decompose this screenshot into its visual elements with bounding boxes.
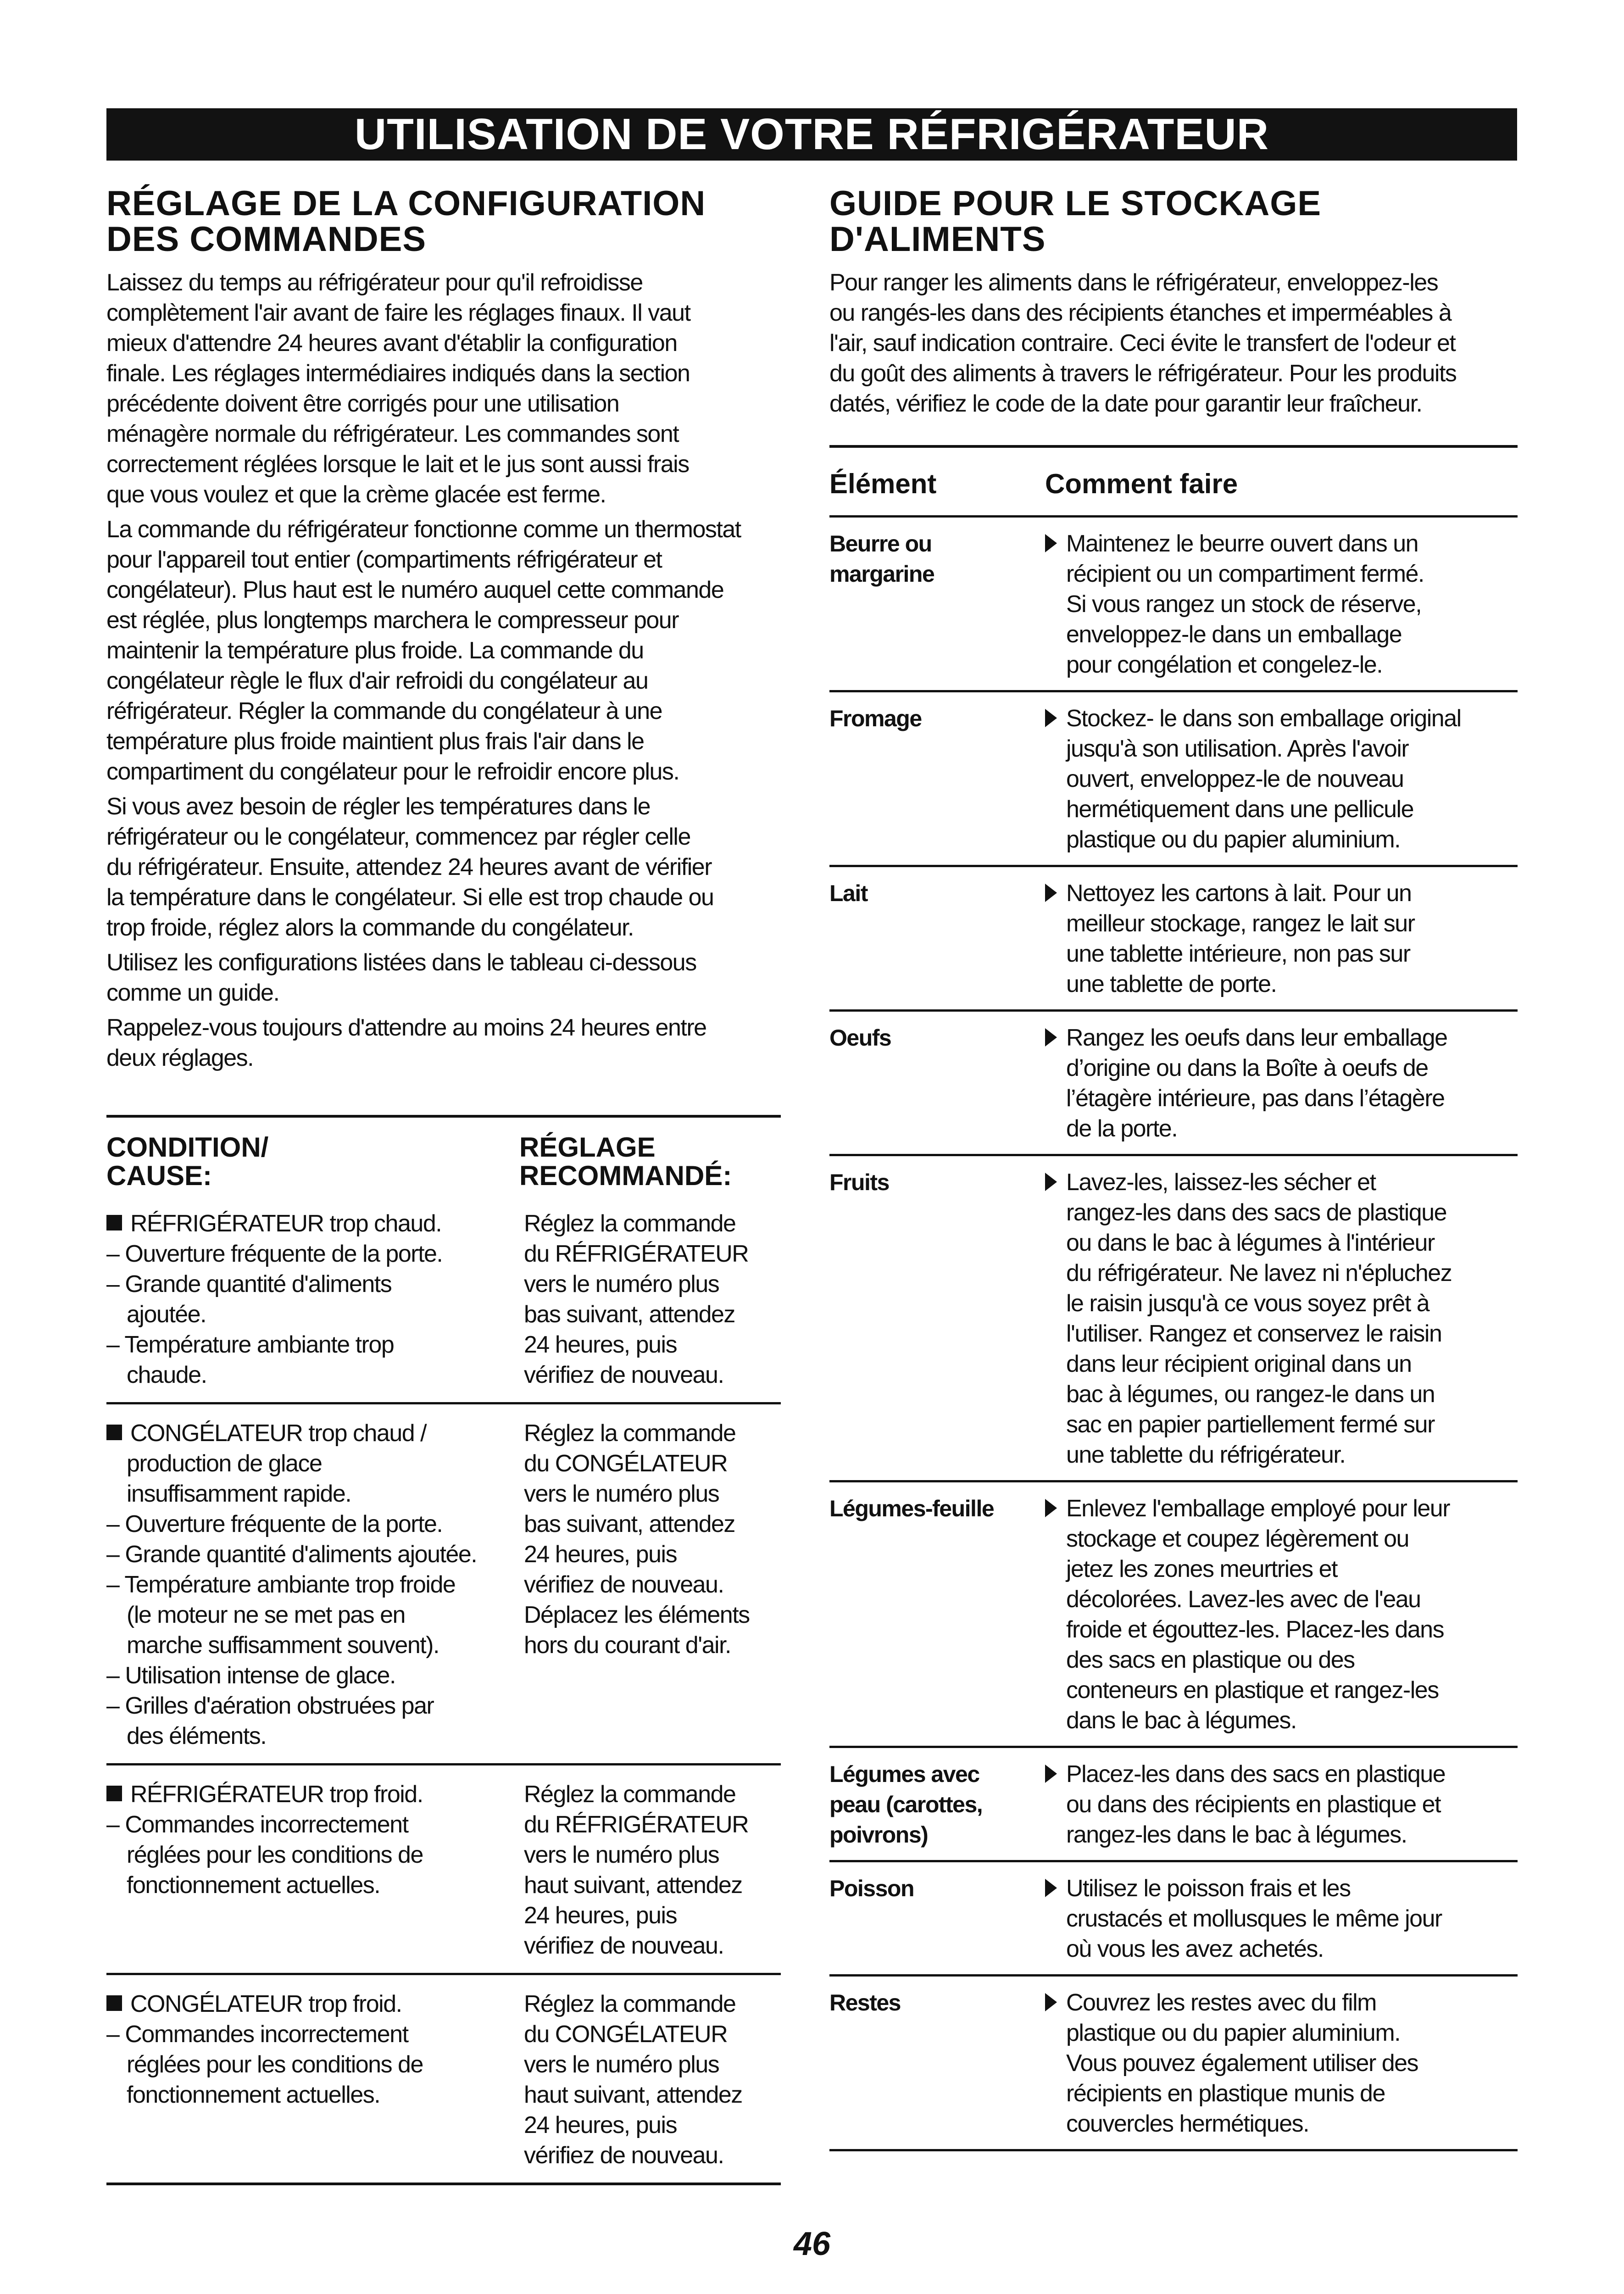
cause-text: – Commandes incorrectement bbox=[106, 2021, 408, 2048]
item-line: margarine bbox=[829, 561, 934, 587]
food-row bbox=[829, 867, 1518, 1012]
how-line: jetez les zones meurtries et bbox=[1066, 1556, 1337, 1582]
how-line: dans le bac à légumes. bbox=[1066, 1707, 1296, 1734]
food-row bbox=[829, 1482, 1518, 1748]
how-line: pour congélation et congelez-le. bbox=[1066, 651, 1383, 678]
food-item bbox=[829, 1988, 1040, 2139]
text-line: est réglée, plus longtemps marchera le compresseur pour bbox=[106, 607, 679, 634]
food-item bbox=[829, 529, 1040, 680]
condition-row bbox=[106, 1763, 781, 1973]
reco-line: bas suivant, attendez bbox=[524, 1511, 735, 1537]
item-line: Oeufs bbox=[829, 1025, 891, 1051]
cause-line bbox=[106, 1600, 524, 1630]
cause-line bbox=[106, 1630, 524, 1660]
cause-text: chaude. bbox=[127, 1362, 207, 1388]
item-line: peau (carottes, bbox=[829, 1792, 983, 1817]
triangle-bullet-icon bbox=[1045, 1993, 1057, 2011]
header-line: RECOMMANDÉ: bbox=[519, 1160, 732, 1191]
food-how-to bbox=[1040, 703, 1518, 855]
text-line: maintenir la température plus froide. La commande du bbox=[106, 637, 644, 664]
reco-line: Déplacez les éléments bbox=[524, 1602, 750, 1628]
how-line: couvercles hermétiques. bbox=[1066, 2110, 1309, 2137]
how-line: Utilisez le poisson frais et les bbox=[1066, 1875, 1351, 1902]
cause-line bbox=[106, 1269, 524, 1299]
how-to-text bbox=[1066, 878, 1518, 999]
reco-line: vers le numéro plus bbox=[524, 1481, 719, 1507]
how-to-text bbox=[1066, 1493, 1518, 1736]
cause-text: CONGÉLATEUR trop chaud / bbox=[130, 1420, 427, 1447]
text-line: ou rangés-les dans des récipients étanches et imperméables à bbox=[829, 300, 1452, 326]
page-number: 46 bbox=[793, 2226, 831, 2262]
text-line: du goût des aliments à travers le réfrigérateur. Pour les produits bbox=[829, 360, 1457, 387]
how-line: Enlevez l'emballage employé pour leur bbox=[1066, 1495, 1450, 1522]
food-how-to bbox=[1040, 529, 1518, 680]
how-to-text bbox=[1066, 703, 1518, 855]
reco-line: haut suivant, attendez bbox=[524, 1872, 742, 1899]
item-line: Légumes avec bbox=[829, 1761, 979, 1787]
cause-text: fonctionnement actuelles. bbox=[127, 1872, 380, 1899]
text-line: Utilisez les configurations listées dans le tableau ci-dessous bbox=[106, 949, 696, 976]
food-how-to bbox=[1040, 878, 1518, 999]
how-line: crustacés et mollusques le même jour bbox=[1066, 1905, 1442, 1932]
how-line: Stockez- le dans son emballage original bbox=[1066, 705, 1461, 732]
page-banner: UTILISATION DE VOTRE RÉFRIGÉRATEUR bbox=[106, 108, 1517, 161]
how-line: froide et égouttez-les. Placez-les dans bbox=[1066, 1616, 1444, 1643]
cause-line bbox=[106, 2080, 524, 2110]
how-line: hermétiquement dans une pellicule bbox=[1066, 796, 1414, 823]
how-line: rangez-les dans le bac à légumes. bbox=[1066, 1821, 1407, 1848]
how-line: ou dans le bac à légumes à l'intérieur bbox=[1066, 1230, 1435, 1256]
text-line: Si vous avez besoin de régler les températures dans le bbox=[106, 793, 651, 820]
food-row bbox=[829, 1012, 1518, 1156]
reco-line: du CONGÉLATEUR bbox=[524, 2021, 728, 2048]
text-line: Laissez du temps au réfrigérateur pour qu'il refroidisse bbox=[106, 269, 643, 296]
reco-line: 24 heures, puis bbox=[524, 1541, 677, 1568]
reco-line: vers le numéro plus bbox=[524, 2051, 719, 2078]
triangle-bullet-icon bbox=[1045, 884, 1057, 902]
text-line: comme un guide. bbox=[106, 980, 279, 1006]
paragraph bbox=[106, 947, 781, 1008]
item-line: Fromage bbox=[829, 706, 922, 731]
cause-text: marche suffisamment souvent). bbox=[127, 1632, 439, 1659]
how-line: une tablette du réfrigérateur. bbox=[1066, 1442, 1346, 1468]
reco-line: vers le numéro plus bbox=[524, 1271, 719, 1297]
cause-text: – Température ambiante trop froide bbox=[106, 1571, 456, 1598]
food-row bbox=[829, 518, 1518, 692]
triangle-bullet-icon bbox=[1045, 1765, 1057, 1783]
text-line: datés, vérifiez le code de la date pour garantir leur fraîcheur. bbox=[829, 390, 1422, 417]
recommended-setting bbox=[524, 1779, 781, 1961]
food-table-header bbox=[829, 448, 1518, 518]
cause-text: – Grande quantité d'aliments ajoutée. bbox=[106, 1541, 477, 1568]
paragraph bbox=[106, 791, 781, 943]
text-line: température plus froide maintient plus frais l'air dans le bbox=[106, 728, 644, 755]
controls-paragraphs bbox=[106, 267, 781, 1073]
condition-table-header bbox=[106, 1118, 781, 1195]
text-line: deux réglages. bbox=[106, 1045, 254, 1071]
cause-line bbox=[106, 1660, 524, 1691]
cause-text: réglées pour les conditions de bbox=[127, 1842, 423, 1868]
cause-text: CONGÉLATEUR trop froid. bbox=[130, 1991, 402, 2017]
how-line: Maintenez le beurre ouvert dans un bbox=[1066, 530, 1418, 557]
cause-line bbox=[106, 1239, 524, 1269]
food-item bbox=[829, 1759, 1040, 1850]
text-line: Pour ranger les aliments dans le réfrigérateur, enveloppez-les bbox=[829, 269, 1438, 296]
cause-line bbox=[106, 1360, 524, 1390]
food-item bbox=[829, 1873, 1040, 1964]
food-item bbox=[829, 1167, 1040, 1470]
item-line: Beurre ou bbox=[829, 531, 932, 557]
how-line: meilleur stockage, rangez le lait sur bbox=[1066, 910, 1415, 937]
reco-line: du RÉFRIGÉRATEUR bbox=[524, 1811, 749, 1838]
cause-line bbox=[106, 1570, 524, 1600]
food-row bbox=[829, 1748, 1518, 1862]
recommended-setting bbox=[524, 1418, 781, 1751]
how-line: plastique ou du papier aluminium. bbox=[1066, 2020, 1401, 2046]
food-how-to bbox=[1040, 1873, 1518, 1964]
item-line: poivrons) bbox=[829, 1822, 928, 1848]
table-bottom-rule bbox=[106, 2183, 781, 2185]
text-line: La commande du réfrigérateur fonctionne comme un thermostat bbox=[106, 516, 741, 543]
text-line: Rappelez-vous toujours d'attendre au moins 24 heures entre bbox=[106, 1014, 706, 1041]
text-line: précédente doivent être corrigés pour une utilisation bbox=[106, 390, 619, 417]
cause-line bbox=[106, 2019, 524, 2049]
how-line: rangez-les dans des sacs de plastique bbox=[1066, 1199, 1447, 1226]
triangle-bullet-icon bbox=[1045, 1879, 1057, 1897]
bullet-square-icon bbox=[106, 1215, 122, 1231]
condition-cause bbox=[106, 1779, 524, 1961]
food-how-to bbox=[1040, 1023, 1518, 1144]
text-line: réfrigérateur ou le congélateur, commencez par régler celle bbox=[106, 824, 690, 850]
reco-line: vérifiez de nouveau. bbox=[524, 1932, 724, 1959]
how-to-text bbox=[1066, 1873, 1518, 1964]
header-line: RÉGLAGE bbox=[519, 1132, 656, 1163]
reco-line: haut suivant, attendez bbox=[524, 2082, 742, 2108]
item-line: Restes bbox=[829, 1990, 901, 2016]
how-line: Rangez les oeufs dans leur emballage bbox=[1066, 1025, 1447, 1051]
how-line: Si vous rangez un stock de réserve, bbox=[1066, 591, 1422, 618]
how-line: du réfrigérateur. Ne lavez ni n'épluchez bbox=[1066, 1260, 1452, 1286]
how-to-text bbox=[1066, 529, 1518, 680]
text-line: finale. Les réglages intermédiaires indiqués dans la section bbox=[106, 360, 690, 387]
triangle-bullet-icon bbox=[1045, 1028, 1057, 1047]
cause-line bbox=[106, 1989, 524, 2019]
cause-text: – Température ambiante trop bbox=[106, 1331, 394, 1358]
text-line: complètement l'air avant de faire les réglages finaux. Il vaut bbox=[106, 300, 690, 326]
cause-text: – Ouverture fréquente de la porte. bbox=[106, 1511, 443, 1537]
cause-text: – Ouverture fréquente de la porte. bbox=[106, 1241, 443, 1267]
condition-cause bbox=[106, 1208, 524, 1390]
how-line: le raisin jusqu'à ce vous soyez prêt à bbox=[1066, 1290, 1429, 1317]
cause-line bbox=[106, 1418, 524, 1448]
how-line: conteneurs en plastique et rangez-les bbox=[1066, 1677, 1439, 1704]
how-line: des sacs en plastique ou des bbox=[1066, 1647, 1355, 1673]
how-line: l'utiliser. Rangez et conservez le raisin bbox=[1066, 1320, 1442, 1347]
bullet-square-icon bbox=[106, 1786, 122, 1801]
text-line: pour l'appareil tout entier (compartiments réfrigérateur et bbox=[106, 546, 662, 573]
reco-line: vers le numéro plus bbox=[524, 1842, 719, 1868]
how-line: bac à légumes, ou rangez-le dans un bbox=[1066, 1381, 1435, 1408]
bullet-square-icon bbox=[106, 1425, 122, 1440]
food-how-to bbox=[1040, 1167, 1518, 1470]
food-item bbox=[829, 703, 1040, 855]
text-line: congélateur). Plus haut est le numéro auquel cette commande bbox=[106, 577, 724, 603]
condition-table bbox=[106, 1115, 781, 2185]
text-line: l'air, sauf indication contraire. Ceci évite le transfert de l'odeur et bbox=[829, 330, 1456, 356]
how-line: enveloppez-le dans un emballage bbox=[1066, 621, 1402, 648]
how-line: une tablette de porte. bbox=[1066, 971, 1277, 997]
food-how-to bbox=[1040, 1988, 1518, 2139]
reco-line: du CONGÉLATEUR bbox=[524, 1450, 728, 1477]
how-line: de la porte. bbox=[1066, 1115, 1178, 1142]
reco-line: Réglez la commande bbox=[524, 1420, 736, 1447]
food-how-to bbox=[1040, 1759, 1518, 1850]
reco-line: 24 heures, puis bbox=[524, 1331, 677, 1358]
food-row bbox=[829, 1156, 1518, 1482]
cause-text: – Grilles d'aération obstruées par bbox=[106, 1693, 434, 1719]
cause-line bbox=[106, 1779, 524, 1810]
reco-line: du RÉFRIGÉRATEUR bbox=[524, 1241, 749, 1267]
header-recommended-setting bbox=[519, 1133, 732, 1190]
reco-line: 24 heures, puis bbox=[524, 1902, 677, 1929]
reco-line: vérifiez de nouveau. bbox=[524, 1362, 724, 1388]
cause-line bbox=[106, 1509, 524, 1539]
right-column bbox=[829, 186, 1518, 423]
cause-text: insuffisamment rapide. bbox=[127, 1481, 351, 1507]
recommended-setting bbox=[524, 1208, 781, 1390]
cause-text: ajoutée. bbox=[127, 1301, 206, 1328]
reco-line: Réglez la commande bbox=[524, 1991, 736, 2017]
how-line: sac en papier partiellement fermé sur bbox=[1066, 1411, 1435, 1438]
cause-text: des éléments. bbox=[127, 1723, 267, 1749]
how-line: Lavez-les, laissez-les sécher et bbox=[1066, 1169, 1376, 1196]
paragraph bbox=[106, 267, 781, 510]
reco-line: vérifiez de nouveau. bbox=[524, 2142, 724, 2169]
food-item bbox=[829, 878, 1040, 999]
text-line: du réfrigérateur. Ensuite, attendez 24 heures avant de vérifier bbox=[106, 854, 712, 880]
cause-line bbox=[106, 1448, 524, 1479]
cause-line bbox=[106, 1721, 524, 1751]
reco-line: Réglez la commande bbox=[524, 1781, 736, 1808]
paragraph bbox=[106, 1013, 781, 1073]
how-line: Couvrez les restes avec du film bbox=[1066, 1989, 1376, 2016]
food-storage-table bbox=[829, 445, 1518, 2151]
condition-row bbox=[106, 1402, 781, 1763]
reco-line: bas suivant, attendez bbox=[524, 1301, 735, 1328]
header-line: CAUSE: bbox=[106, 1160, 212, 1191]
reco-line: vérifiez de nouveau. bbox=[524, 1571, 724, 1598]
cause-line bbox=[106, 1539, 524, 1570]
how-line: récipients en plastique munis de bbox=[1066, 2080, 1385, 2107]
text-line: mieux d'attendre 24 heures avant d'établir la configuration bbox=[106, 330, 677, 356]
how-to-text bbox=[1066, 1023, 1518, 1144]
cause-text: – Utilisation intense de glace. bbox=[106, 1662, 395, 1689]
cause-text: production de glace bbox=[127, 1450, 322, 1477]
cause-text: – Grande quantité d'aliments bbox=[106, 1271, 392, 1297]
how-line: décolorées. Lavez-les avec de l'eau bbox=[1066, 1586, 1421, 1613]
how-to-text bbox=[1066, 1759, 1518, 1850]
section-title-controls bbox=[106, 186, 781, 257]
how-line: où vous les avez achetés. bbox=[1066, 1936, 1324, 1962]
header-condition-cause bbox=[106, 1133, 519, 1190]
cause-line bbox=[106, 1870, 524, 1900]
how-line: Nettoyez les cartons à lait. Pour un bbox=[1066, 880, 1412, 907]
recommended-setting bbox=[524, 1989, 781, 2171]
text-line: congélateur règle le flux d'air refroidi du congélateur au bbox=[106, 668, 648, 694]
food-row bbox=[829, 1862, 1518, 1977]
how-line: plastique ou du papier aluminium. bbox=[1066, 826, 1401, 853]
cause-text: réglées pour les conditions de bbox=[127, 2051, 423, 2078]
text-line: correctement réglées lorsque le lait et le jus sont aussi frais bbox=[106, 451, 689, 478]
condition-row bbox=[106, 1195, 781, 1402]
text-line: ménagère normale du réfrigérateur. Les commandes sont bbox=[106, 421, 679, 447]
title-line: GUIDE POUR LE STOCKAGE bbox=[829, 184, 1322, 223]
header-line: CONDITION/ bbox=[106, 1132, 269, 1163]
header-element: Élément bbox=[829, 468, 937, 499]
cause-line bbox=[106, 2049, 524, 2080]
cause-line bbox=[106, 1299, 524, 1330]
how-to-text bbox=[1066, 1167, 1518, 1470]
bullet-square-icon bbox=[106, 1995, 122, 2011]
title-line: DES COMMANDES bbox=[106, 220, 427, 259]
triangle-bullet-icon bbox=[1045, 709, 1057, 727]
food-row bbox=[829, 692, 1518, 867]
item-line: Fruits bbox=[829, 1169, 889, 1195]
text-line: que vous voulez et que la crème glacée est ferme. bbox=[106, 481, 606, 508]
title-line: RÉGLAGE DE LA CONFIGURATION bbox=[106, 184, 706, 223]
food-item bbox=[829, 1023, 1040, 1144]
how-line: une tablette intérieure, non pas sur bbox=[1066, 941, 1410, 967]
triangle-bullet-icon bbox=[1045, 1499, 1057, 1517]
how-line: ouvert, enveloppez-le de nouveau bbox=[1066, 766, 1404, 792]
item-line: Lait bbox=[829, 880, 868, 906]
how-line: dans leur récipient original dans un bbox=[1066, 1351, 1412, 1377]
condition-rows bbox=[106, 1195, 781, 2183]
cause-text: (le moteur ne se met pas en bbox=[127, 1602, 405, 1628]
cause-line bbox=[106, 1479, 524, 1509]
cause-text: RÉFRIGÉRATEUR trop chaud. bbox=[130, 1210, 442, 1237]
cause-text: RÉFRIGÉRATEUR trop froid. bbox=[130, 1781, 423, 1808]
cause-line bbox=[106, 1840, 524, 1870]
title-line: D'ALIMENTS bbox=[829, 220, 1046, 259]
how-line: ou dans des récipients en plastique et bbox=[1066, 1791, 1441, 1818]
how-line: Placez-les dans des sacs en plastique bbox=[1066, 1761, 1446, 1787]
how-line: stockage et coupez légèrement ou bbox=[1066, 1526, 1409, 1552]
cause-line bbox=[106, 1208, 524, 1239]
triangle-bullet-icon bbox=[1045, 534, 1057, 552]
item-line: Légumes-feuille bbox=[829, 1496, 994, 1521]
condition-cause bbox=[106, 1989, 524, 2171]
text-line: réfrigérateur. Régler la commande du congélateur à une bbox=[106, 698, 662, 724]
section-title-food-storage bbox=[829, 186, 1518, 257]
item-line: Poisson bbox=[829, 1876, 914, 1901]
how-line: d’origine ou dans la Boîte à oeufs de bbox=[1066, 1055, 1428, 1081]
cause-line bbox=[106, 1810, 524, 1840]
text-line: compartiment du congélateur pour le refroidir encore plus. bbox=[106, 758, 679, 785]
reco-line: hors du courant d'air. bbox=[524, 1632, 731, 1659]
reco-line: 24 heures, puis bbox=[524, 2112, 677, 2138]
cause-line bbox=[106, 1691, 524, 1721]
how-line: Vous pouvez également utiliser des bbox=[1066, 2050, 1418, 2077]
food-storage-intro bbox=[829, 267, 1518, 419]
cause-line bbox=[106, 1330, 524, 1360]
header-how-to: Comment faire bbox=[1045, 468, 1238, 499]
triangle-bullet-icon bbox=[1045, 1173, 1057, 1191]
how-line: l’étagère intérieure, pas dans l’étagère bbox=[1066, 1085, 1445, 1112]
food-row bbox=[829, 1977, 1518, 2151]
condition-row bbox=[106, 1973, 781, 2183]
food-item bbox=[829, 1493, 1040, 1736]
reco-line: Réglez la commande bbox=[524, 1210, 736, 1237]
text-line: trop froide, réglez alors la commande du congélateur. bbox=[106, 914, 634, 941]
cause-text: fonctionnement actuelles. bbox=[127, 2082, 380, 2108]
food-rows bbox=[829, 518, 1518, 2151]
left-column bbox=[106, 186, 781, 1078]
food-how-to bbox=[1040, 1493, 1518, 1736]
text-line: la température dans le congélateur. Si elle est trop chaude ou bbox=[106, 884, 714, 911]
how-to-text bbox=[1066, 1988, 1518, 2139]
cause-text: – Commandes incorrectement bbox=[106, 1811, 408, 1838]
condition-cause bbox=[106, 1418, 524, 1751]
how-line: récipient ou un compartiment fermé. bbox=[1066, 561, 1424, 587]
how-line: jusqu'à son utilisation. Après l'avoir bbox=[1066, 735, 1409, 762]
paragraph bbox=[106, 514, 781, 787]
